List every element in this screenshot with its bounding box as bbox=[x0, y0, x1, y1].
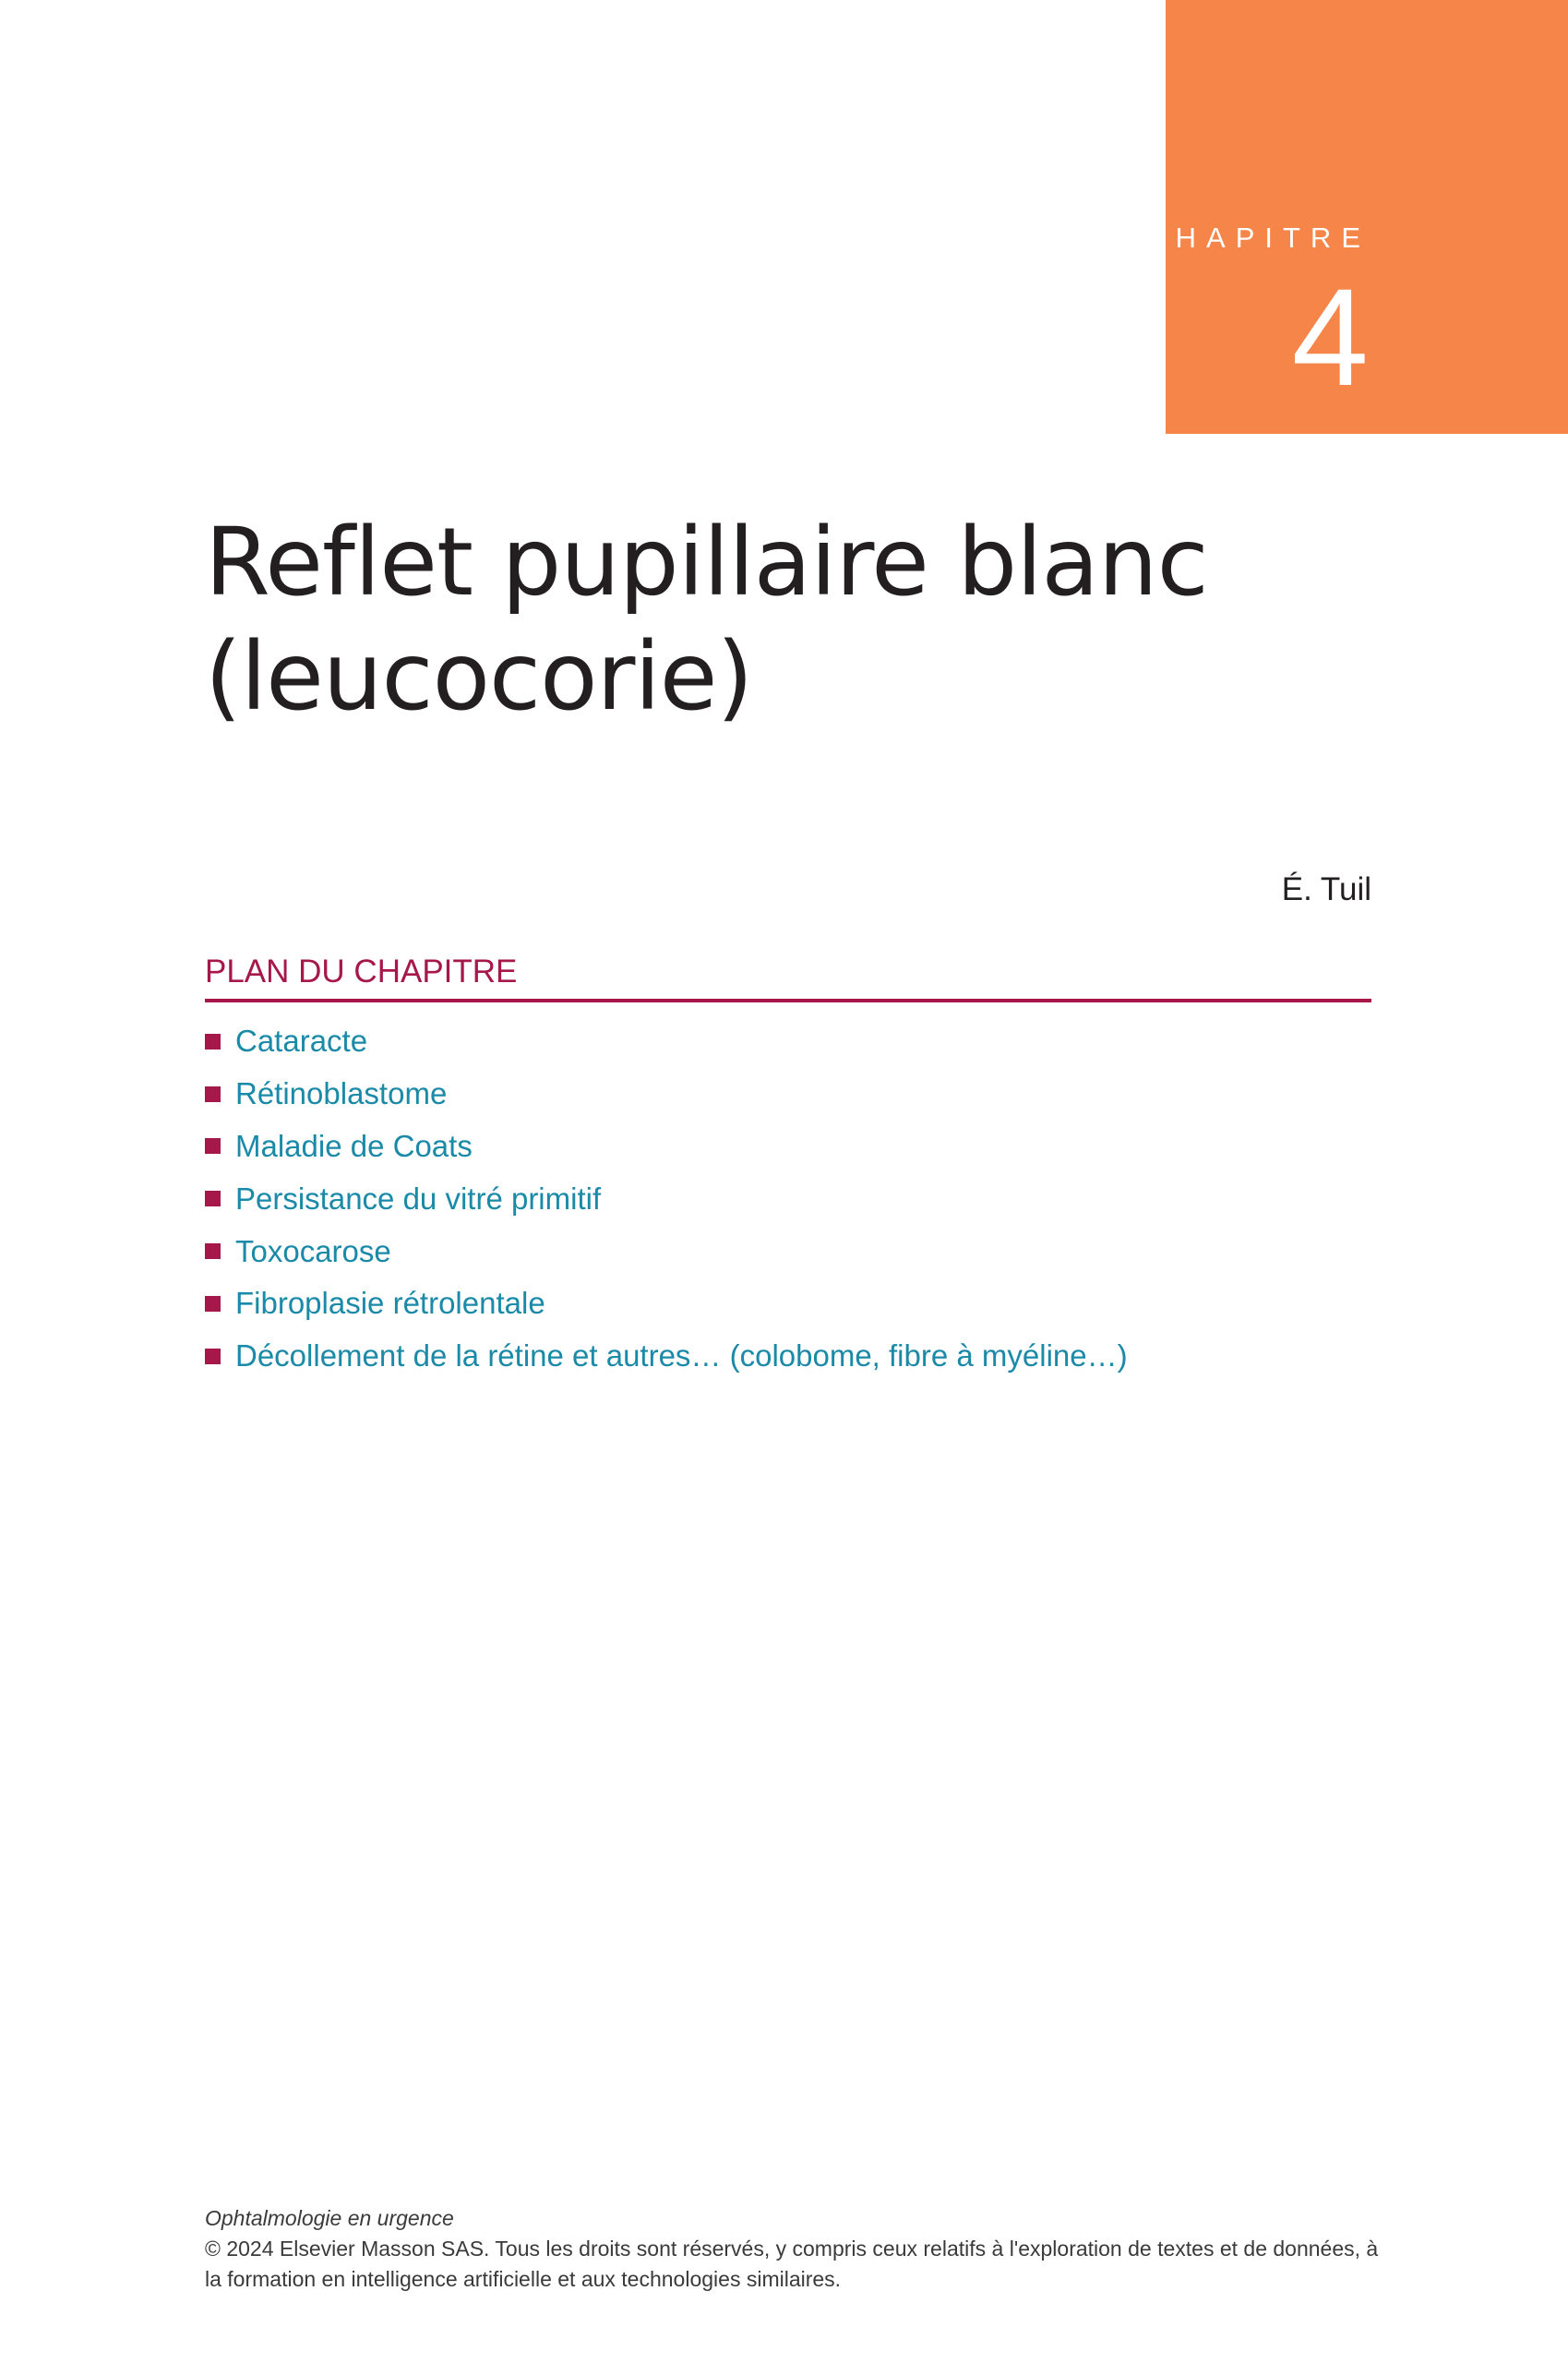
square-bullet-icon bbox=[205, 1034, 221, 1050]
square-bullet-icon bbox=[205, 1138, 221, 1154]
chapter-label: CHAPITRE bbox=[1144, 222, 1371, 254]
copyright-notice: © 2024 Elsevier Masson SAS. Tous les droits sont réservés, y compris ceux relatifs à l'exploration de textes et de données, à la formation en intelligence artificielle et aux technologies similaires. bbox=[205, 2237, 1379, 2291]
toc-item-label: Cataracte bbox=[235, 1024, 368, 1059]
chapter-title-line-1: Reflet pupillaire blanc bbox=[205, 508, 1208, 618]
chapter-plan-list bbox=[205, 1015, 1371, 1383]
chapter-plan bbox=[205, 951, 1371, 1383]
toc-item-fibroplasie-retrolentale[interactable] bbox=[205, 1277, 1371, 1330]
toc-item-label: Rétinoblastome bbox=[235, 1076, 448, 1111]
book-title: Ophtalmologie en urgence bbox=[205, 2206, 454, 2230]
toc-item-persistance-vitre-primitif[interactable] bbox=[205, 1172, 1371, 1225]
square-bullet-icon bbox=[205, 1086, 221, 1102]
chapter-banner bbox=[1144, 0, 1568, 434]
toc-item-label: Toxocarose bbox=[235, 1233, 391, 1268]
toc-item-label: Maladie de Coats bbox=[235, 1128, 473, 1163]
toc-item-retinoblastome[interactable] bbox=[205, 1068, 1371, 1121]
square-bullet-icon bbox=[205, 1296, 221, 1312]
toc-item-toxocarose[interactable] bbox=[205, 1225, 1371, 1277]
toc-item-decollement-retine[interactable] bbox=[205, 1330, 1371, 1383]
toc-item-label: Fibroplasie rétrolentale bbox=[235, 1286, 545, 1321]
toc-item-label: Décollement de la rétine et autres… (colobome, fibre à myéline…) bbox=[235, 1338, 1128, 1373]
toc-item-cataracte[interactable] bbox=[205, 1015, 1371, 1068]
square-bullet-icon bbox=[205, 1243, 221, 1259]
square-bullet-icon bbox=[205, 1191, 221, 1206]
chapter-title-line-2: (leucocorie) bbox=[205, 622, 753, 732]
toc-item-label: Persistance du vitré primitif bbox=[235, 1181, 602, 1216]
author-name: É. Tuil bbox=[1281, 871, 1371, 907]
page-footer bbox=[205, 2203, 1395, 2295]
chapter-number: 4 bbox=[1291, 259, 1369, 414]
toc-item-maladie-de-coats[interactable] bbox=[205, 1121, 1371, 1173]
square-bullet-icon bbox=[205, 1349, 221, 1364]
chapter-title bbox=[205, 506, 1220, 735]
chapter-plan-heading: PLAN DU CHAPITRE bbox=[205, 951, 1371, 1002]
